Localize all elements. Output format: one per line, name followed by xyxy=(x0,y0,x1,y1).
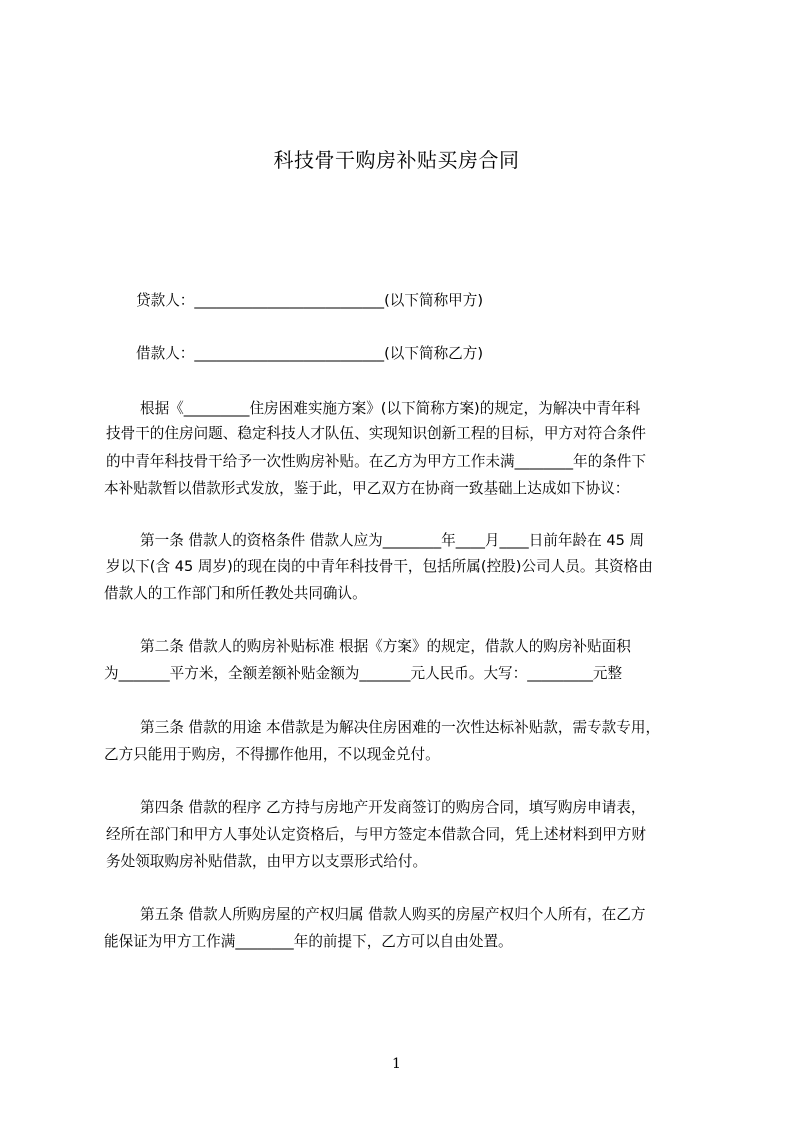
paragraph-line: 乙方只能用于购房，不得挪作他用，不以现金兑付。 xyxy=(104,746,440,763)
page-title: 科技骨干购房补贴买房合同 xyxy=(273,148,520,172)
borrower-line: 借款人：__________________________(以下简称乙方) xyxy=(136,345,484,362)
paragraph-line: 第二条 借款人的购房补贴标准 根据《方案》的规定，借款人的购房补贴面积 xyxy=(140,638,631,655)
paragraph-line: 借款人的工作部门和所任教处共同确认。 xyxy=(104,585,367,602)
paragraph-line: 第一条 借款人的资格条件 借款人应为________年____月____日前年龄在 45 周 xyxy=(140,532,645,549)
paragraph-line: 的中青年科技骨干给予一次性购房补贴。在乙方为甲方工作未满________年的条件下 xyxy=(106,453,646,470)
paragraph-line: 能保证为甲方工作满________年的前提下，乙方可以自由处置。 xyxy=(104,933,513,950)
paragraph-line: 务处领取购房补贴借款，由甲方以支票形式给付。 xyxy=(106,853,428,870)
paragraph-line: 岁以下(含 45 周岁)的现在岗的中青年科技骨干，包括所属(控股)公司人员。其资格由 xyxy=(106,558,653,575)
paragraph-line: 根据《_________住房困难实施方案》(以下简称方案)的规定，为解决中青年科 xyxy=(140,400,641,417)
paragraph-line: 第五条 借款人所购房屋的产权归属 借款人购买的房屋产权归个人所有，在乙方 xyxy=(140,906,646,923)
paragraph-line: 技骨干的住房问题、稳定科技人才队伍、实现知识创新工程的目标，甲方对符合条件 xyxy=(106,425,646,442)
page-number: 1 xyxy=(392,1056,401,1072)
paragraph-line: 本补贴款暂以借款形式发放，鉴于此，甲乙双方在协商一致基础上达成如下协议： xyxy=(104,480,630,497)
paragraph-line: 为_______平方米，全额差额补贴金额为_______元人民币。大写：_________元整 xyxy=(104,665,623,682)
paragraph-line: 第四条 借款的程序 乙方持与房地产开发商签订的购房合同，填写购房申请表， xyxy=(140,799,646,816)
paragraph-line: 经所在部门和甲方人事处认定资格后，与甲方签定本借款合同，凭上述材料到甲方财 xyxy=(106,826,646,843)
paragraph-line: 第三条 借款的用途 本借款是为解决住房困难的一次性达标补贴款，需专款专用， xyxy=(140,719,661,736)
lender-line: 贷款人：__________________________(以下简称甲方) xyxy=(136,292,484,309)
